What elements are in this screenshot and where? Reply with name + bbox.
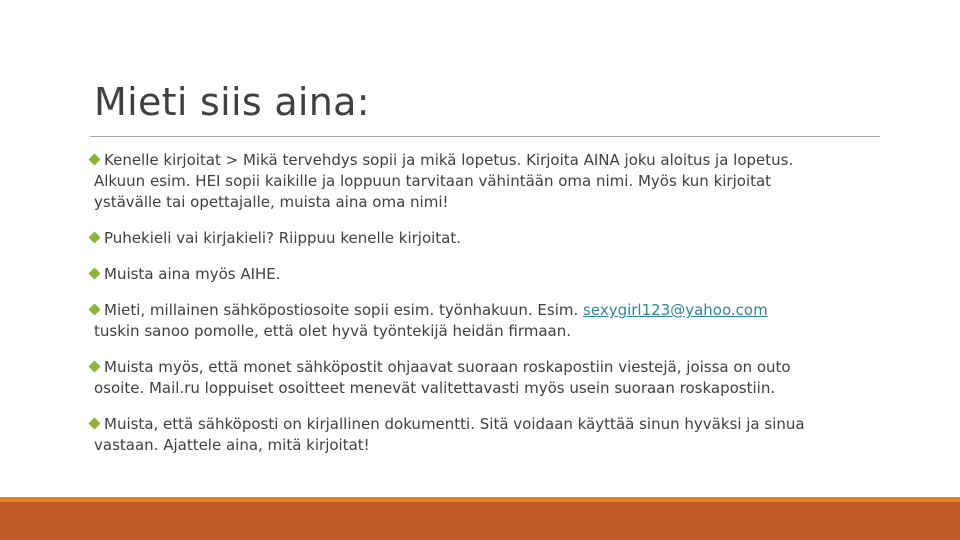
bullet-item-register: [88, 228, 888, 249]
bullet-text-continued: tuskin sanoo pomolle, että olet hyvä työntekijä heidän firmaan.: [94, 322, 571, 340]
bullet-item-spam: [88, 357, 888, 399]
bullet-text: Puhekieli vai kirjakieli? Riippuu kenelle kirjoitat.: [104, 229, 462, 247]
slide-title: Mieti siis aina:: [94, 80, 370, 124]
bullet-list: [88, 150, 888, 471]
bullet-item-recipient: [88, 150, 888, 213]
diamond-bullet-icon: [88, 303, 101, 316]
bullet-item-document: [88, 414, 888, 456]
diamond-bullet-icon: [88, 360, 101, 373]
email-link[interactable]: sexygirl123@yahoo.com: [583, 301, 768, 319]
bullet-text: Mieti, millainen sähköpostiosoite sopii esim. työnhakuun. Esim.: [104, 301, 584, 319]
title-divider: [90, 136, 880, 137]
bullet-text: Muista, että sähköposti on kirjallinen dokumentti. Sitä voidaan käyttää sinun hyväksi ja sinua: [104, 415, 805, 433]
bullet-item-subject: [88, 264, 888, 285]
bullet-text-continued: vastaan. Ajattele aina, mitä kirjoitat!: [94, 436, 370, 454]
diamond-bullet-icon: [88, 231, 101, 244]
diamond-bullet-icon: [88, 267, 101, 280]
bullet-text: Muista aina myös AIHE.: [104, 265, 281, 283]
bullet-text-continued: osoite. Mail.ru loppuiset osoitteet menevät valitettavasti myös usein suoraan roskapostiin.: [94, 379, 776, 397]
bullet-text-continued: Alkuun esim. HEI sopii kaikille ja loppuun tarvitaan vähintään oma nimi. Myös kun kirjoitat: [94, 172, 772, 190]
diamond-bullet-icon: [88, 153, 101, 166]
bullet-text: Muista myös, että monet sähköpostit ohjaavat suoraan roskapostiin viestejä, joissa on outo: [104, 358, 791, 376]
bullet-text: Kenelle kirjoitat > Mikä tervehdys sopii ja mikä lopetus. Kirjoita AINA joku aloitus ja lopetus.: [104, 151, 794, 169]
bullet-item-email-address: [88, 300, 888, 342]
footer-bar: [0, 502, 960, 540]
diamond-bullet-icon: [88, 417, 101, 430]
bullet-text-continued: ystävälle tai opettajalle, muista aina oma nimi!: [94, 193, 449, 211]
